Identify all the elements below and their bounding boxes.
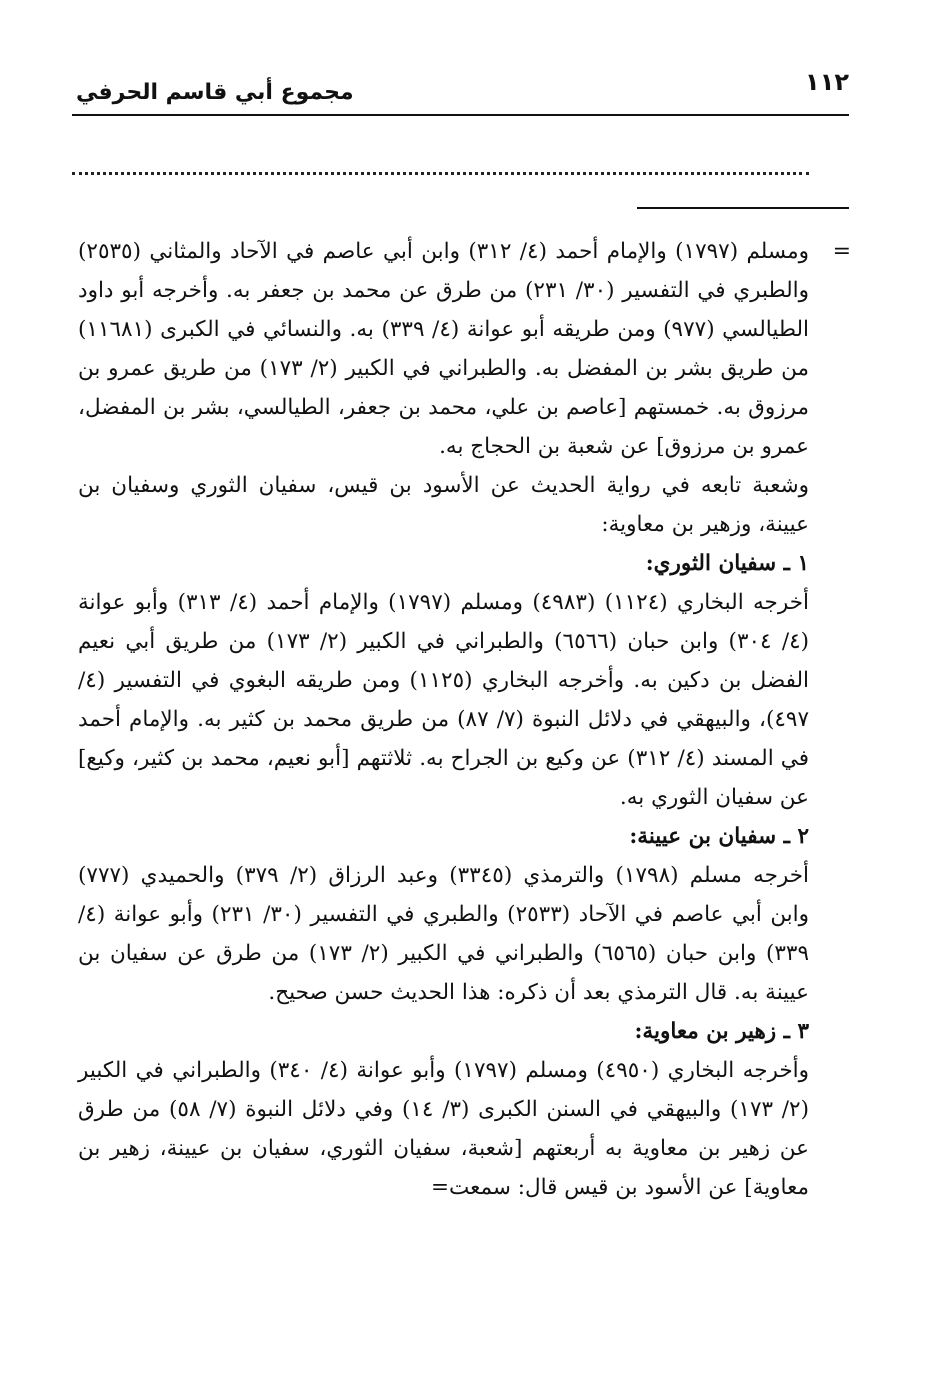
footnote-paragraph: وأخرجه البخاري (٤٩٥٠) ومسلم (١٧٩٧) وأبو عوانة (٤/ ٣٤٠) والطبراني في الكبير (٢/ ١٧٣) والبيهقي في السنن الكبرى (٣/ ١٤) وفي دلائل النبوة (٧/ ٥٨) من طرق عن زهير بن معاوية به أربعتهم [شعبة، سفيان الثوري، سفيان بن عيينة، زهير بن معاوية] عن الأسود بن قيس قال: سمعت= — [78, 1058, 809, 1200]
page-number: ١١٢ — [805, 68, 849, 96]
continuation-mark: = — [832, 239, 851, 264]
section-heading: ٢ ـ سفيان بن عيينة: — [629, 824, 809, 849]
dotted-divider — [72, 172, 809, 175]
footnote-divider — [637, 207, 849, 209]
footnote-paragraph: وشعبة تابعه في رواية الحديث عن الأسود بن قيس، سفيان الثوري وسفيان بن عيينة، وزهير بن معاوية: — [78, 473, 809, 537]
book-title: مجموع أبي قاسم الحرفي — [76, 80, 354, 105]
section-heading: ١ ـ سفيان الثوري: — [645, 551, 809, 576]
footnote-paragraph: أخرجه البخاري (١١٢٤) (٤٩٨٣) ومسلم (١٧٩٧) والإمام أحمد (٤/ ٣١٣) وأبو عوانة (٤/ ٣٠٤) وابن حبان (٦٥٦٦) والطبراني في الكبير (٢/ ١٧٣) من طريق أبي نعيم الفضل بن دكين به. وأخرجه البخاري (١١٢٥) ومن طريقه البغوي في التفسير (٤/ ٤٩٧)، والبيهقي في دلائل النبوة (٧/ ٨٧) من طريق محمد بن كثير به. والإمام أحمد في المسند (٤/ ٣١٢) عن وكيع بن الجراح به. ثلاثتهم [أبو نعيم، محمد بن كثير، وكيع] عن سفيان الثوري به. — [78, 590, 810, 810]
footnote-body — [78, 232, 809, 1207]
header-divider — [72, 114, 849, 116]
section-heading: ٣ ـ زهير بن معاوية: — [634, 1019, 809, 1044]
footnote-paragraph: أخرجه مسلم (١٧٩٨) والترمذي (٣٣٤٥) وعبد الرزاق (٢/ ٣٧٩) والحميدي (٧٧٧) وابن أبي عاصم في الآحاد (٢٥٣٣) والطبري في التفسير (٣٠/ ٢٣١) وأبو عوانة (٤/ ٣٣٩) وابن حبان (٦٥٦٥) والطبراني في الكبير (٢/ ١٧٣) من طرق عن سفيان بن عيينة به. قال الترمذي بعد أن ذكره: هذا الحديث حسن صحيح. — [78, 863, 810, 1005]
footnote-paragraph: ومسلم (١٧٩٧) والإمام أحمد (٤/ ٣١٢) وابن أبي عاصم في الآحاد والمثاني (٢٥٣٥) والطبري في التفسير (٣٠/ ٢٣١) من طرق عن محمد بن جعفر به. وأخرجه أبو داود الطيالسي (٩٧٧) ومن طريقه أبو عوانة (٤/ ٣٣٩) به. والنسائي في الكبرى (١١٦٨١) من طريق بشر بن المفضل به. والطبراني في الكبير (٢/ ١٧٣) من طريق عمرو بن مرزوق به. خمستهم [عاصم بن علي، محمد بن جعفر، الطيالسي، بشر بن المفضل، عمرو بن مرزوق] عن شعبة بن الحجاج به. — [78, 239, 809, 459]
